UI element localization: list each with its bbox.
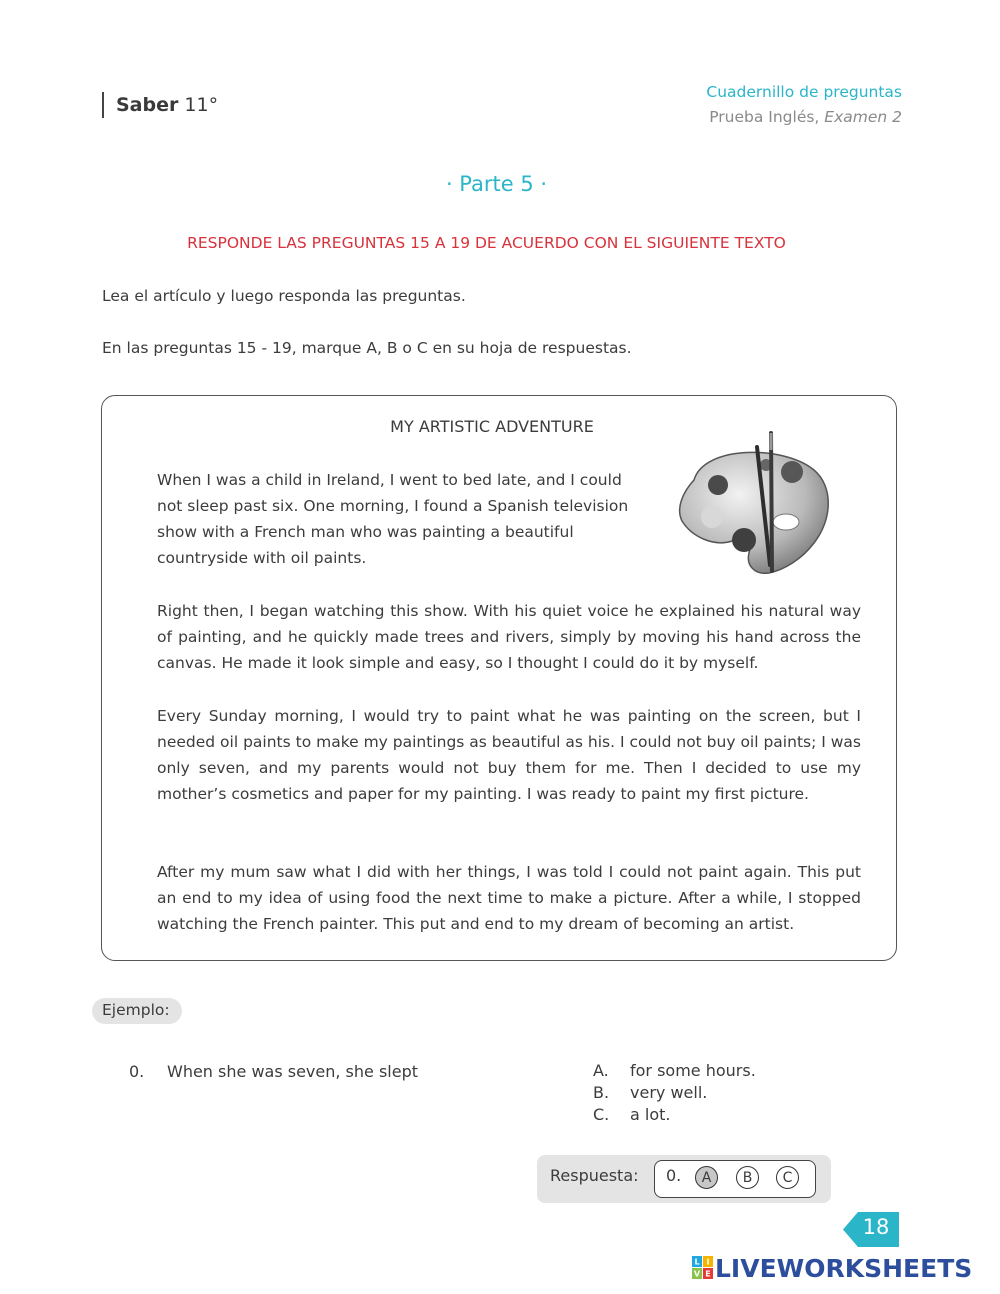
booklet-label: Cuadernillo de preguntas bbox=[706, 83, 902, 101]
article-paragraph-3: Every Sunday morning, I would try to paint what he was painting on the screen, but I needed oil paints to make my paintings as beautiful as his. I could not buy oil paints; I was only seven, and my parents would not buy them for me. Then I decided to use my mother’s cosmetics and paper for my painting. I was ready to paint my first picture. bbox=[157, 707, 861, 803]
svg-text:V: V bbox=[693, 1269, 701, 1279]
svg-text:E: E bbox=[705, 1269, 711, 1279]
example-label: Ejemplo: bbox=[92, 998, 182, 1024]
option-letter: C. bbox=[593, 1105, 610, 1124]
question-number: 0. bbox=[129, 1062, 145, 1081]
liveworksheets-logo-icon bbox=[692, 1256, 714, 1280]
answer-label: Respuesta: bbox=[550, 1166, 639, 1185]
section-instruction: RESPONDE LAS PREGUNTAS 15 A 19 DE ACUERDO CON EL SIGUIENTE TEXTO bbox=[187, 234, 786, 252]
question-text: When she was seven, she slept bbox=[167, 1062, 419, 1081]
header-info bbox=[706, 80, 902, 130]
answer-bubble-a[interactable]: A bbox=[695, 1166, 718, 1189]
option-a bbox=[593, 1061, 756, 1080]
liveworksheets-logo-text[interactable]: LIVEWORKSHEETS bbox=[715, 1254, 973, 1283]
test-prefix: Prueba Inglés, bbox=[709, 108, 825, 126]
option-text: a lot. bbox=[630, 1105, 671, 1124]
brand-grade: 11° bbox=[184, 94, 219, 116]
answer-bubble-c[interactable]: C bbox=[776, 1166, 799, 1189]
svg-text:L: L bbox=[694, 1257, 700, 1267]
answer-bubble-b[interactable]: B bbox=[736, 1166, 759, 1189]
option-b bbox=[593, 1083, 707, 1102]
paint-palette-icon bbox=[674, 425, 844, 580]
option-text: very well. bbox=[630, 1083, 708, 1102]
svg-text:I: I bbox=[706, 1257, 710, 1267]
page-number: 18 bbox=[862, 1215, 890, 1239]
option-letter: B. bbox=[593, 1083, 610, 1102]
option-letter: A. bbox=[593, 1061, 609, 1080]
article-title: MY ARTISTIC ADVENTURE bbox=[390, 417, 594, 436]
article-paragraph-4: After my mum saw what I did with her things, I was told I could not paint again. This put an end to my idea of using food the next time to make a picture. After a while, I stopped watching the French painter. This put and end to my dream of becoming an artist. bbox=[157, 863, 861, 933]
option-text: for some hours. bbox=[630, 1061, 756, 1080]
brand-title bbox=[102, 92, 218, 118]
option-c bbox=[593, 1105, 670, 1124]
brand-name: Saber bbox=[116, 94, 179, 116]
part-title: · Parte 5 · bbox=[445, 172, 548, 196]
article-paragraph-2: Right then, I began watching this show. With his quiet voice he explained his natural way of painting, and he quickly made trees and rivers, simply by moving his hand across the canvas. He made it look simple and easy, so I thought I could do it by myself. bbox=[157, 602, 861, 672]
test-exam: Examen 2 bbox=[824, 108, 902, 126]
article-paragraph-1: When I was a child in Ireland, I went to bed late, and I could not sleep past six. One morning, I found a Spanish television show with a French man who was painting a beautiful countryside with oil paints. bbox=[157, 471, 629, 567]
intro-text-2: En las preguntas 15 - 19, marque A, B o C en su hoja de respuestas. bbox=[102, 339, 632, 357]
answer-number: 0. bbox=[666, 1166, 682, 1185]
test-label bbox=[706, 105, 902, 130]
intro-text-1: Lea el artículo y luego responda las preguntas. bbox=[102, 287, 466, 305]
